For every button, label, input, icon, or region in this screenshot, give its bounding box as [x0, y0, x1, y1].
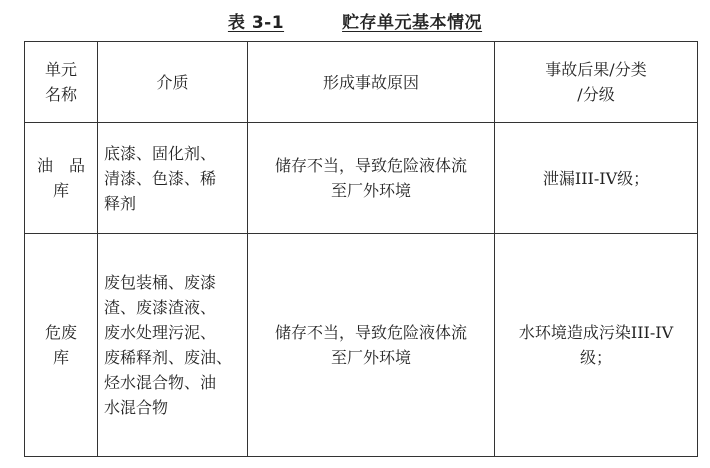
unit-name-line: 库 [52, 348, 69, 367]
table-header-row [25, 42, 698, 123]
header-consequence-line: /分级 [577, 85, 615, 104]
unit-name-cell [25, 123, 98, 234]
cause-cell [248, 123, 495, 234]
medium-line: 底漆、固化剂、 [104, 143, 217, 163]
consequence-line: 水环境造成污染III-IV [518, 323, 674, 342]
table-row [25, 234, 698, 457]
cause-line: 储存不当，导致危险液体流 [274, 323, 467, 342]
table-number: 表 3-1 [227, 13, 285, 33]
medium-cell [98, 123, 248, 234]
table-title: 贮存单元基本情况 [342, 13, 483, 33]
header-unit-name-line: 名称 [44, 85, 77, 104]
header-consequence [495, 42, 698, 123]
header-consequence-line: 事故后果/分类 [545, 60, 647, 79]
cause-line: 储存不当，导致危险液体流 [274, 156, 467, 175]
consequence-line: 泄漏III-IV级； [542, 168, 650, 188]
storage-unit-table [24, 41, 698, 457]
consequence-line: 级； [579, 348, 612, 367]
medium-line: 废水处理污泥、 [104, 323, 217, 342]
cause-line: 至厂外环境 [330, 181, 411, 200]
header-unit-name-line: 单元 [44, 60, 77, 79]
table-row [25, 123, 698, 234]
unit-name-line: 油 品 [36, 156, 85, 175]
consequence-cell [495, 123, 698, 234]
unit-name-cell [25, 234, 98, 457]
medium-line: 废稀释剂、废油、 [104, 348, 233, 367]
cause-line: 至厂外环境 [330, 348, 411, 367]
medium-line: 释剂 [104, 193, 137, 213]
medium-line: 水混合物 [104, 398, 169, 417]
medium-cell [98, 234, 248, 457]
table-caption [0, 8, 710, 33]
medium-line: 烃水混合物、油 [104, 373, 217, 392]
unit-name-line: 库 [52, 181, 69, 200]
medium-line: 废包装桶、废漆 [104, 273, 217, 292]
header-medium: 介质 [98, 42, 248, 123]
consequence-cell [495, 234, 698, 457]
medium-line: 渣、废漆渣液、 [104, 298, 217, 317]
cause-cell [248, 234, 495, 457]
unit-name-line: 危废 [44, 323, 77, 342]
header-cause: 形成事故原因 [248, 42, 495, 123]
header-unit-name [25, 42, 98, 123]
medium-line: 清漆、色漆、稀 [104, 168, 217, 188]
